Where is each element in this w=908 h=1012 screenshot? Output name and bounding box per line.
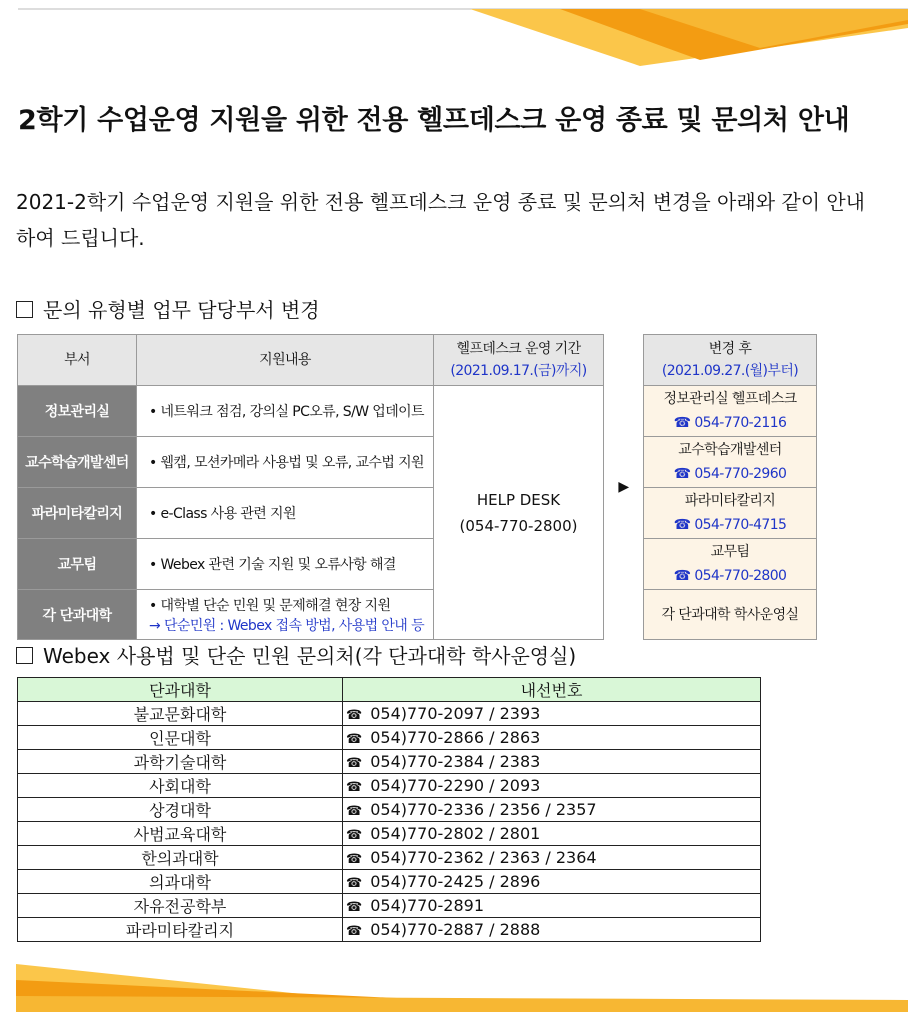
right-arrow-icon: ▶ <box>618 479 629 495</box>
checkbox-square-icon <box>16 647 33 664</box>
table-row: 파라미타칼리지 • e-Class 사용 관련 지원 파라미타칼리지 ☎ 054-770-4715 <box>18 488 817 539</box>
section-heading-2: Webex 사용법 및 단순 민원 문의처(각 단과대학 학사운영실) <box>16 640 576 669</box>
table-row: 의과대학 ☎ 054)770-2425 / 2896 <box>18 870 761 894</box>
table-header-row <box>18 678 761 702</box>
table-row: 불교문화대학 ☎ 054)770-2097 / 2393 <box>18 702 761 726</box>
table-row: 사회대학 ☎ 054)770-2290 / 2093 <box>18 774 761 798</box>
header-dept: 부서 <box>18 335 137 386</box>
top-decoration <box>0 0 908 70</box>
phone-icon: ☎ <box>346 828 363 843</box>
phone-icon: ☎ <box>346 708 363 723</box>
header-ext: 내선번호 <box>343 678 761 702</box>
header-college: 단과대학 <box>18 678 343 702</box>
table-row: 한의과대학 ☎ 054)770-2362 / 2363 / 2364 <box>18 846 761 870</box>
phone-icon: ☎ <box>346 756 363 771</box>
table-row: 자유전공학부 ☎ 054)770-2891 <box>18 894 761 918</box>
phone-icon: ☎ <box>346 876 363 891</box>
phone-icon: ☎ <box>346 732 363 747</box>
page-title: 2학기 수업운영 지원을 위한 전용 헬프데스크 운영 종료 및 문의처 안내 <box>18 105 850 136</box>
header-content: 지원내용 <box>137 335 434 386</box>
header-after: 변경 후 (2021.09.27.(월)부터) <box>644 335 817 386</box>
table-row: 교수학습개발센터 • 웹캠, 모션카메라 사용법 및 오류, 교수법 지원 교수학습개발센터 ☎ 054-770-2960 <box>18 437 817 488</box>
checkbox-square-icon <box>16 301 33 318</box>
phone-icon: ☎ <box>346 780 363 795</box>
table-row: 교무팀 • Webex 관련 기술 지원 및 오류사항 해결 교무팀 ☎ 054-770-2800 <box>18 539 817 590</box>
table-row: 파라미타칼리지 ☎ 054)770-2887 / 2888 <box>18 918 761 942</box>
table-row: 사범교육대학 ☎ 054)770-2802 / 2801 <box>18 822 761 846</box>
table-row: 과학기술대학 ☎ 054)770-2384 / 2383 <box>18 750 761 774</box>
phone-icon: ☎ <box>346 852 363 867</box>
table-row: 인문대학 ☎ 054)770-2866 / 2863 <box>18 726 761 750</box>
phone-icon: ☎ <box>346 804 363 819</box>
college-contact-table <box>17 677 761 942</box>
table-header-row <box>18 335 817 386</box>
bottom-decoration <box>0 956 908 1012</box>
table-row: 각 단과대학 • 대학별 단순 민원 및 문제해결 현장 지원 → 단순민원 : Webex 접속 방법, 사용법 안내 등 각 단과대학 학사운영실 <box>18 590 817 640</box>
table-row: 상경대학 ☎ 054)770-2336 / 2356 / 2357 <box>18 798 761 822</box>
section-heading-1: 문의 유형별 업무 담당부서 변경 <box>16 294 320 323</box>
phone-icon: ☎ <box>346 924 363 939</box>
table-row: 정보관리실 • 네트워크 점검, 강의실 PC오류, S/W 업데이트 HELP DESK (054-770-2800) 정보관리실 헬프데스크 ☎ 054-770-2116 <box>18 386 817 437</box>
arrow-cell <box>604 335 644 640</box>
header-period: 헬프데스크 운영 기간 (2021.09.17.(금)까지) <box>434 335 604 386</box>
phone-icon: ☎ <box>346 900 363 915</box>
helpdesk-cell: HELP DESK (054-770-2800) <box>434 386 604 640</box>
dept-change-table <box>17 334 817 640</box>
intro-text: 2021-2학기 수업운영 지원을 위한 전용 헬프데스크 운영 종료 및 문의처 변경을 아래와 같이 안내하여 드립니다. <box>16 190 866 250</box>
